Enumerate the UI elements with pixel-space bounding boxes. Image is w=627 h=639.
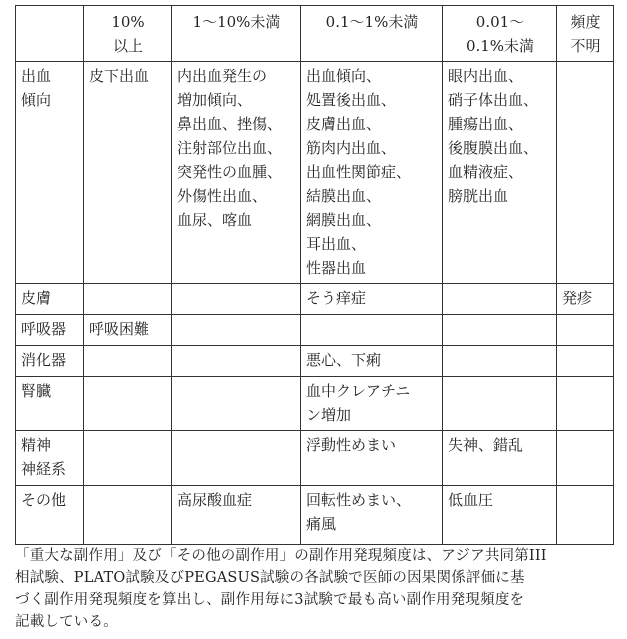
table-cell bbox=[172, 284, 301, 315]
cell-text: 血精液症、 bbox=[448, 163, 524, 181]
footnote-line: 相試験、PLATO試験及びPEGASUS試験の各試験で医師の因果関係評価に基 bbox=[15, 570, 525, 586]
row-skin bbox=[16, 284, 614, 315]
header-row bbox=[16, 6, 614, 62]
cell-text: 出血傾向、 bbox=[306, 67, 382, 85]
footnote-line: 「重大な副作用」及び「その他の副作用」の副作用発現頻度は、アジア共同第III bbox=[15, 548, 547, 564]
table-cell bbox=[557, 284, 614, 315]
row-category-cell bbox=[16, 346, 84, 377]
table-cell bbox=[443, 284, 557, 315]
header-frequency-unknown bbox=[557, 6, 614, 62]
cell-text: 注射部位出血、 bbox=[177, 139, 283, 157]
cell-text: 悪心、下痢 bbox=[306, 351, 382, 369]
row-category-cell bbox=[16, 486, 84, 545]
cell-text: 筋肉内出血、 bbox=[306, 139, 397, 157]
cell-text: そう痒症 bbox=[306, 289, 367, 307]
cell-text: 鼻出血、挫傷、 bbox=[177, 115, 283, 133]
cell-text: 血尿、喀血 bbox=[177, 211, 253, 229]
table-cell bbox=[301, 431, 443, 486]
header-line: 0.1%未満 bbox=[465, 37, 535, 55]
footnote-line: づく副作用発現頻度を算出し、副作用毎に3試験で最も高い副作用発現頻度を bbox=[15, 592, 525, 608]
header-1-to-10pct bbox=[172, 6, 301, 62]
row-digestive bbox=[16, 346, 614, 377]
cell-text: 内出血発生の bbox=[177, 67, 268, 85]
table-cell bbox=[172, 315, 301, 346]
cell-text: 網膜出血、 bbox=[306, 211, 382, 229]
cell-text: ン増加 bbox=[306, 406, 352, 424]
category-label: 消化器 bbox=[21, 351, 67, 369]
cell-text: 皮下出血 bbox=[89, 67, 150, 85]
cell-text: 腫瘍出血、 bbox=[448, 115, 524, 133]
table-cell bbox=[84, 486, 172, 545]
row-category-cell bbox=[16, 315, 84, 346]
table-cell bbox=[84, 62, 172, 284]
header-line: 0.01～ bbox=[475, 13, 525, 31]
cell-text: 外傷性出血、 bbox=[177, 187, 268, 205]
cell-text: 膀胱出血 bbox=[448, 187, 509, 205]
category-label: 傾向 bbox=[21, 91, 52, 109]
row-bleeding-tendency bbox=[16, 62, 614, 284]
table-cell bbox=[443, 346, 557, 377]
cell-text: 増加傾向、 bbox=[177, 91, 253, 109]
table-cell bbox=[172, 346, 301, 377]
cell-text: 後腹膜出血、 bbox=[448, 139, 539, 157]
cell-text: 耳出血、 bbox=[306, 235, 367, 253]
table-cell bbox=[172, 62, 301, 284]
table-cell bbox=[443, 315, 557, 346]
table-cell bbox=[84, 431, 172, 486]
table-cell bbox=[84, 284, 172, 315]
adverse-reactions-table bbox=[15, 5, 614, 545]
row-other bbox=[16, 486, 614, 545]
category-label: 腎臓 bbox=[21, 382, 52, 400]
table-cell bbox=[443, 486, 557, 545]
header-line: 頻度 bbox=[570, 13, 601, 31]
table-cell bbox=[301, 486, 443, 545]
category-label: 呼吸器 bbox=[21, 320, 67, 338]
row-category-cell bbox=[16, 377, 84, 431]
cell-text: 高尿酸血症 bbox=[177, 491, 253, 509]
header-line: 0.1～1%未満 bbox=[325, 13, 419, 31]
row-category-cell bbox=[16, 431, 84, 486]
table-cell bbox=[557, 377, 614, 431]
category-label: 神経系 bbox=[21, 460, 67, 478]
table-cell bbox=[84, 346, 172, 377]
cell-text: 性器出血 bbox=[306, 259, 367, 277]
cell-text: 呼吸困難 bbox=[89, 320, 150, 338]
category-label: 精神 bbox=[21, 436, 52, 454]
table-cell bbox=[557, 486, 614, 545]
table-cell bbox=[172, 486, 301, 545]
header-0-01-to-0-1pct bbox=[443, 6, 557, 62]
header-line: 不明 bbox=[570, 37, 601, 55]
footnote bbox=[15, 545, 620, 633]
cell-text: 処置後出血、 bbox=[306, 91, 397, 109]
cell-text: 硝子体出血、 bbox=[448, 91, 539, 109]
header-category bbox=[16, 6, 84, 62]
table-cell bbox=[301, 284, 443, 315]
table-cell bbox=[557, 315, 614, 346]
table-cell bbox=[301, 346, 443, 377]
table-cell bbox=[301, 377, 443, 431]
table-cell bbox=[557, 346, 614, 377]
cell-text: 血中クレアチニ bbox=[306, 382, 411, 400]
table-body bbox=[16, 62, 614, 545]
table-cell bbox=[84, 315, 172, 346]
table-cell bbox=[557, 62, 614, 284]
cell-text: 突発性の血腫、 bbox=[177, 163, 283, 181]
cell-text: 結膜出血、 bbox=[306, 187, 382, 205]
header-line: 以上 bbox=[112, 37, 143, 55]
row-respiratory bbox=[16, 315, 614, 346]
table-cell bbox=[557, 431, 614, 486]
cell-text: 失神、錯乱 bbox=[448, 436, 524, 454]
cell-text: 低血圧 bbox=[448, 491, 494, 509]
row-category-cell bbox=[16, 284, 84, 315]
cell-text: 発疹 bbox=[562, 289, 593, 307]
table-cell bbox=[301, 62, 443, 284]
row-kidney bbox=[16, 377, 614, 431]
cell-text: 出血性関節症、 bbox=[306, 163, 412, 181]
table-cell bbox=[84, 377, 172, 431]
table-cell bbox=[443, 377, 557, 431]
table-cell bbox=[443, 431, 557, 486]
table-cell bbox=[172, 431, 301, 486]
header-10pct-or-more bbox=[84, 6, 172, 62]
cell-text: 浮動性めまい bbox=[306, 436, 397, 454]
table-cell bbox=[443, 62, 557, 284]
cell-text: 回転性めまい、 bbox=[306, 491, 412, 509]
cell-text: 皮膚出血、 bbox=[306, 115, 382, 133]
row-psychiatric-neurological bbox=[16, 431, 614, 486]
category-label: 皮膚 bbox=[21, 289, 52, 307]
cell-text: 痛風 bbox=[306, 515, 337, 533]
footnote-line: 記載している。 bbox=[15, 614, 118, 630]
row-category-cell bbox=[16, 62, 84, 284]
category-label: 出血 bbox=[21, 67, 52, 85]
header-line: 10% bbox=[111, 13, 145, 31]
header-0-1-to-1pct bbox=[301, 6, 443, 62]
header-line: 1～10%未満 bbox=[192, 13, 281, 31]
table-cell bbox=[301, 315, 443, 346]
cell-text: 眼内出血、 bbox=[448, 67, 524, 85]
table-cell bbox=[172, 377, 301, 431]
category-label: その他 bbox=[21, 491, 67, 509]
